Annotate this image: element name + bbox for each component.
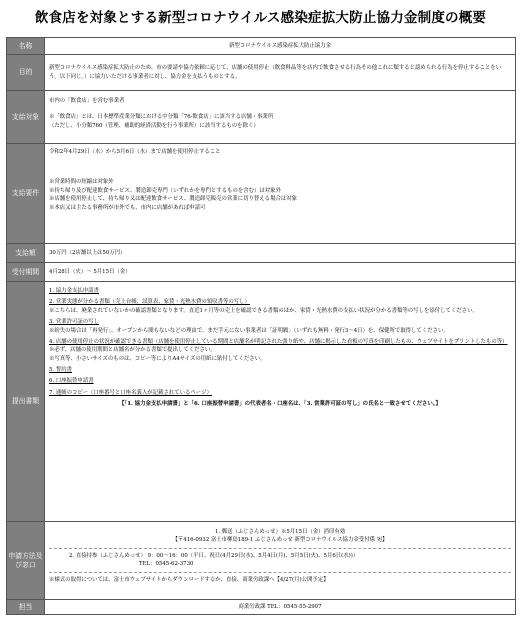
doc-item-4-note-2: ※写真等、小さいサイズのものは、コピー等によりA4サイズの用紙に貼付してください。: [49, 355, 266, 362]
label-contact: 担当: [7, 600, 45, 615]
row-application: [7, 522, 516, 600]
requirements-note-2: ※持ち帰り及び配達飲食サービス、製造卸売専門（いずれかを専門とするものを含む）は対象外: [49, 187, 281, 194]
doc-item-2: 2. 営業実態が分かる書類（売上台帳、試算表、家賃・光熱水費の領収書等の写し）: [49, 299, 250, 306]
label-documents: 提出書類: [7, 282, 45, 522]
application-mail-line: 1. 郵送（ふじさんめっせ）※5月15日（金）消印有効: [214, 529, 346, 535]
value-application: [45, 522, 516, 600]
doc-item-3-note: ※紛失の場合は「再発行」、オープンから間もないなどの理由で、まだ手元にない事業者は「証明願」（いずれも無料・発行3〜4日）を、保健所で取得してください。: [49, 327, 449, 334]
document-title: 飲食店を対象とする新型コロナウイルス感染症拡大防止協力金制度の概要: [34, 10, 487, 26]
overview-table: [6, 37, 516, 615]
application-form-note: ※様式の取得については、富士市ウェブサイトからダウンロードするか、直接、商業労政課へ【4/27(月)公開予定】: [49, 576, 329, 583]
doc-item-1: 1. 協力金支払申請書: [49, 288, 99, 294]
requirements-line: 令和2年4月29日（水）から5月6日（水）まで店舗を使用停止すること: [49, 149, 221, 155]
doc-item-3: 3. 営業許可証の写し: [49, 319, 99, 326]
requirements-note-3: ※店舗を使用停止して、持ち帰り又は配達飲食サービス、製造卸売販売の営業に切り替える場合は対象: [49, 196, 298, 203]
label-amount: 支給額: [7, 244, 45, 263]
label-name: 名称: [7, 38, 45, 55]
application-bring-line: 2. 直接持参（ふじさんめっせ） 9：00〜16：00（平日、祝日(4月29日(水)、5月4日(月)、5月5日(火)、5月6日(水))）: [69, 552, 359, 559]
target-note-2: （ただし、小分類760（管理、補助的経済活動を行う事業所）に該当するものを除く）: [49, 122, 259, 129]
value-requirements: [45, 144, 516, 244]
row-period: [7, 263, 516, 282]
row-documents: [7, 282, 516, 522]
label-target: 支給対象: [7, 91, 45, 144]
requirements-note-1: ※営業時間の短縮は対象外: [49, 179, 114, 186]
doc-item-4-note: ※必ず、店舗の使用期間と店舗名が分かる書類で提出してください。: [49, 347, 216, 354]
application-mail-address: 【〒416-0932 富士市柳島189-1 ふじさんめっせ 新型コロナウイルス協力金受付係 宛】: [172, 537, 388, 544]
value-purpose: 新型コロナウイルス感染症拡大防止のため、市の要請や協力依頼に応じて、店舗の使用停止（飲食料品等を店内で飲食させる行為その他これに類すると認められる行為を停止することをいう。以下同じ。）に協力いただける事業者に対し、協力金を支払うものとする。: [45, 55, 516, 91]
doc-item-2-note: ※こちらは、廃業されていないかの確認書類となります。直近1ヶ月等の売上を確認できる書類のほか、家賃・光熱水費の支払い状況が分かる書類等の写しを添付してください。: [49, 307, 478, 314]
doc-item-6: 6. 口座振替申請書: [49, 378, 94, 385]
requirements-note-4: ※本店又は主たる事務所が市外でも、市内に店舗があれば申請可: [49, 204, 206, 211]
target-note-1: ※「飲食店」とは、日本標準産業分類における中分類「76-飲食店」に該当する店舗・事業所: [49, 114, 274, 121]
value-name: 新型コロナウイルス感染症拡大防止協力金: [45, 38, 516, 55]
label-requirements: 支給要件: [7, 144, 45, 244]
doc-item-7: 7. 通帳のコピー（口座番号と口座名義人が記載されているページ）: [49, 389, 212, 396]
doc-item-4: 4. 店舗の使用停止の状況が確認できる書類（店舗を使用停止している期間と店舗名が明記された張り紙や、店舗に掲示した看板の写真を印刷したもの、ウェブサイトをプリントしたもの等）: [49, 338, 508, 345]
application-divider-2: [49, 572, 511, 573]
row-target: [7, 91, 516, 144]
row-name: [7, 38, 516, 55]
row-purpose: [7, 55, 516, 91]
label-purpose: 目的: [7, 55, 45, 91]
value-target: [45, 91, 516, 144]
value-contact: 商業労政課 TEL：0545-55-2907: [45, 600, 516, 615]
label-application: 申請方法及び窓口: [7, 522, 45, 600]
row-contact: [7, 600, 516, 615]
label-period: 受付期間: [7, 263, 45, 282]
value-period: 4月28日（火）～ 5月15日（金）: [45, 263, 516, 282]
target-line: 市内の「飲食店」を営む事業者: [49, 98, 125, 104]
value-amount: 30万円（2店舗以上は50万円）: [45, 244, 516, 263]
value-documents: [45, 282, 516, 522]
doc-item-5: 5. 誓約書: [49, 367, 73, 373]
application-divider: [49, 548, 511, 549]
application-tel: TEL：0545-62-3730: [139, 561, 194, 568]
row-requirements: [7, 144, 516, 244]
documents-closing-notice: 【「1. 協力金支払申請書」と「6. 口座振替申請書」の代表者名・口座名は、「3. 営業許可証の写し」の氏名と一致させてください。】: [119, 401, 441, 408]
row-amount: [7, 244, 516, 263]
